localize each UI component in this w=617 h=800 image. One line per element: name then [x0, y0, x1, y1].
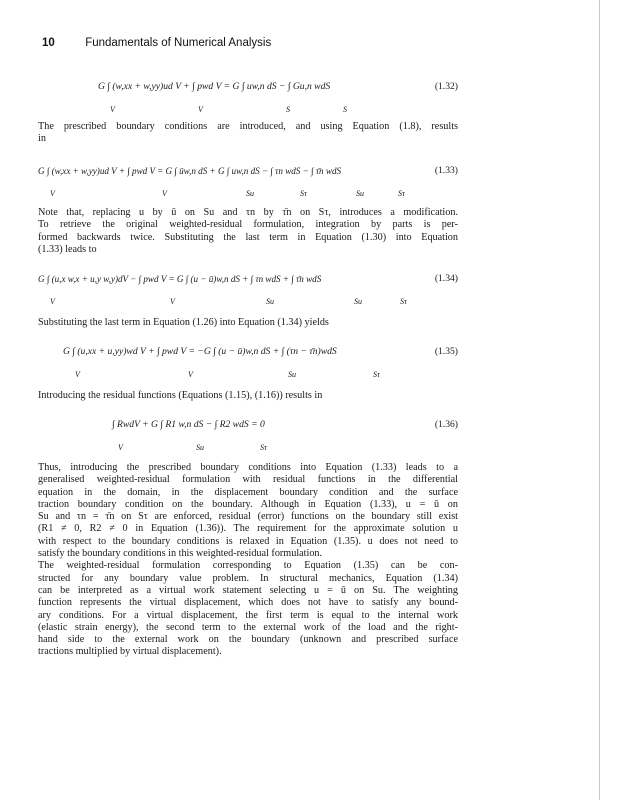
text-line: Su and τn = τ̄n on Sτ are enforced, residual (error) functions on the boundary still exist [38, 511, 458, 523]
text-line: with respect to the boundary conditions is relaxed in Equation (1.35). u does not need to [38, 535, 458, 547]
text-line: equation in the domain, in the displacement boundary condition and the surface [38, 486, 458, 498]
text-line: Substituting the last term in Equation (1.26) into Equation (1.34) yields [38, 317, 329, 328]
text-line: tractions multiplied by virtual displacement). [38, 646, 222, 658]
equation-1-34-sub: V [50, 297, 55, 306]
paragraph-1 [38, 121, 458, 146]
text-line: (elastic strain energy), the second term to the external work of the load and the right- [38, 621, 458, 633]
running-title: Fundamentals of Numerical Analysis [85, 37, 272, 49]
equation-1-35-number: (1.35) [434, 346, 458, 357]
equation-1-33-sub: Su [356, 189, 364, 198]
equation-1-33 [38, 164, 458, 200]
equation-1-34 [38, 272, 458, 308]
equation-1-34-body: G ∫ (u,x w,x + u,y w,y)dV − ∫ pwd V = G ∫ (u − ū)w,n dS + ∫ τn wdS + ∫ τ̄n wdS [38, 274, 322, 284]
text-line: Note that, replacing u by ū on Su and τn by τ̄n on Sτ, introduces a modification. [38, 207, 458, 218]
paragraph-3 [38, 317, 458, 329]
text-line: (R1 ≠ 0, R2 ≠ 0 in Equation (1.36)). The requirement for the approximate solution u [38, 523, 458, 535]
paragraph-4 [38, 390, 458, 402]
equation-1-32-number: (1.32) [434, 81, 458, 92]
equation-1-35-sub: Sτ [373, 370, 380, 379]
text-line: in [38, 133, 46, 145]
equation-1-32-sub: S [343, 105, 347, 114]
equation-1-34-sub: V [170, 297, 175, 306]
page-number: 10 [42, 37, 55, 49]
equation-1-35 [38, 345, 458, 381]
equation-1-33-sub: V [162, 189, 167, 198]
equation-1-35-sub: V [188, 370, 193, 379]
equation-1-33-sub: Su [246, 189, 254, 198]
text-line: satisfy the boundary conditions in this weighted-residual formulation. [38, 548, 323, 560]
text-line: generalised weighted-residual formulation with residual functions in the differential [38, 474, 458, 486]
text-line: ary conditions. For a virtual displacement, the first term is equal to the internal work [38, 609, 458, 621]
equation-1-32-sub: V [198, 105, 203, 114]
equation-1-36 [38, 418, 458, 454]
text-line: can be interpreted as a virtual work statement selecting u = ū on Su. The weighting [38, 584, 458, 596]
equation-1-36-number: (1.36) [434, 419, 458, 430]
text-line: Introducing the residual functions (Equations (1.15), (1.16)) results in [38, 390, 323, 401]
text-line: traction boundary condition on the boundary. Although in Equation (1.33), u = ū on [38, 498, 458, 510]
equation-1-36-sub: Sτ [260, 443, 267, 452]
text-line: formed backwards twice. Substituting the last term in Equation (1.30) into Equation [38, 231, 458, 243]
equation-1-33-sub: V [50, 189, 55, 198]
equation-1-36-sub: V [118, 443, 123, 452]
text-line: (1.33) leads to [38, 243, 97, 255]
equation-1-35-body: G ∫ (u,xx + u,yy)wd V + ∫ pwd V = −G ∫ (u − ū)w,n dS + ∫ (τn − τ̄n)wdS [63, 346, 337, 357]
text-line: structed for any boundary value problem. In structural mechanics, Equation (1.34) [38, 572, 458, 584]
equation-1-33-sub: Sτ [300, 189, 307, 198]
equation-1-36-body: ∫ RwdV + G ∫ R1 w,n dS − ∫ R2 wdS = 0 [112, 419, 265, 430]
equation-1-36-sub: Su [196, 443, 204, 452]
equation-1-33-sub: Sτ [398, 189, 405, 198]
paragraph-5 [38, 462, 458, 659]
equation-1-34-sub: Su [266, 297, 274, 306]
page-edge-rule [599, 0, 600, 800]
equation-1-34-number: (1.34) [434, 273, 458, 284]
equation-1-34-sub: Su [354, 297, 362, 306]
running-header [42, 37, 271, 49]
equation-1-32 [38, 80, 458, 116]
equation-1-34-sub: Sτ [400, 297, 407, 306]
equation-1-33-number: (1.33) [434, 165, 458, 176]
text-line: hand side to the external work on the boundary (unknown and prescribed surface [38, 634, 458, 646]
text-line: The prescribed boundary conditions are introduced, and using Equation (1.8), results [38, 121, 458, 132]
equation-1-35-sub: Su [288, 370, 296, 379]
text-line: The weighted-residual formulation corresponding to Equation (1.35) can be con- [38, 560, 458, 572]
equation-1-32-body: G ∫ (w,xx + w,yy)ud V + ∫ pwd V = G ∫ uw,n dS − ∫ Gu,n wdS [98, 81, 331, 92]
equation-1-32-sub: V [110, 105, 115, 114]
text-line: Thus, introducing the prescribed boundary conditions into Equation (1.33) leads to a [38, 462, 458, 473]
text-line: To retrieve the original weighted-residual formulation, integration by parts is per- [38, 219, 458, 231]
equation-1-32-sub: S [286, 105, 290, 114]
equation-1-33-body: G ∫ (w,xx + w,yy)ud V + ∫ pwd V = G ∫ ūw,n dS + G ∫ uw,n dS − ∫ τn wdS − ∫ τ̄n wdS [38, 166, 342, 176]
equation-1-35-sub: V [75, 370, 80, 379]
paragraph-2 [38, 207, 458, 256]
text-line: function represents the virtual displacement, which does not have to satisfy any bound- [38, 597, 458, 609]
